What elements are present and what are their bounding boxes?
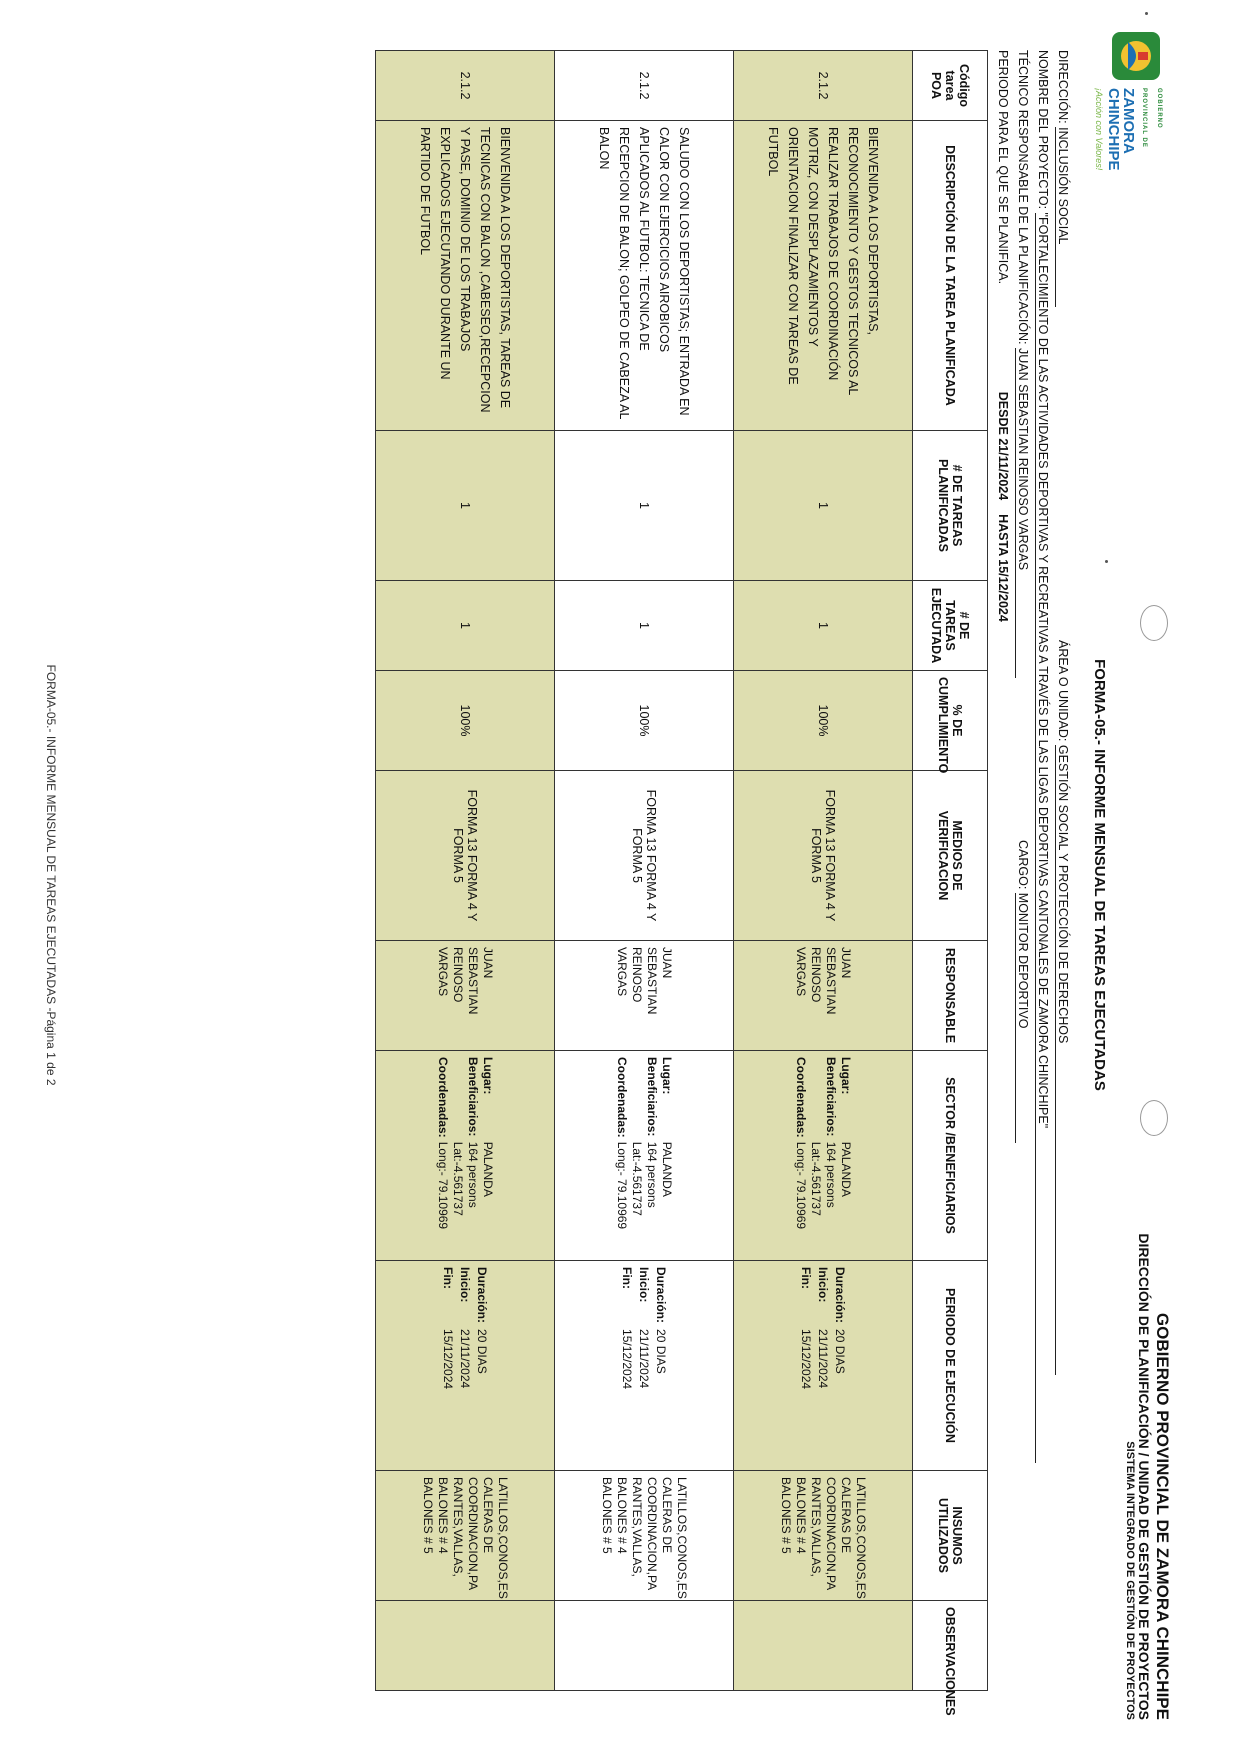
cell-insumos: LATILLOS,CONOS,ES CALERAS DE COORDINACION,PA RANTES,VALLAS, BALONES # 4 BALONES # 5 — [555, 1471, 734, 1601]
cell-cumplimiento: 100% — [734, 671, 913, 771]
header-periodo: PERIODO DE EJECUCIÓN — [913, 1261, 988, 1471]
duracion-value: 20 DIAS — [475, 1329, 490, 1374]
cargo-value: MONITOR DEPORTIVO — [1015, 893, 1030, 1143]
tecnico-label: TÉCNICO RESPONSABLE DE LA PLANIFICACIÓN: — [1016, 50, 1030, 345]
inicio-label: Inicio: — [816, 1267, 831, 1303]
fin-label: Fin: — [441, 1267, 456, 1289]
cell-observaciones — [555, 1601, 734, 1691]
inicio-label: Inicio: — [458, 1267, 473, 1303]
beneficiarios-label: Beneficiarios: — [824, 1057, 838, 1137]
header-medios: MEDIOS DE VERIFICACION — [913, 771, 988, 941]
meta-direccion — [1055, 50, 1070, 650]
inicio-value: 21/11/2024 — [637, 1329, 652, 1389]
page-footer: FORMA-05.- INFORME MENSUAL DE TAREAS EJECUTADAS -Página 1 de 2 — [44, 664, 58, 1086]
gov-subtitle: DIRECCIÓN DE PLANIFICACIÓN / UNIDAD DE GESTIÓN DE PROYECTOS — [1136, 1233, 1152, 1720]
cell-insumos: LATILLOS,CONOS,ES CALERAS DE COORDINACION,PA RANTES,VALLAS, BALONES # 4 BALONES # 5 — [376, 1471, 555, 1601]
header-sector: SECTOR /BENEFICIARIOS — [913, 1051, 988, 1261]
periodo-label: PERIODO PARA EL QUE SE PLANIFICA. — [996, 50, 1010, 285]
longitude-value: Long:- 79.10969 — [794, 1141, 808, 1230]
cargo-label: CARGO: — [1016, 840, 1030, 890]
header-codigo: Código tarea POA — [913, 51, 988, 121]
meta-tecnico — [1015, 50, 1030, 890]
logo-top-text: GOBIERNO PROVINCIAL DE — [1141, 88, 1162, 148]
proyecto-value: "FORTALECIMIENTO DE LAS ACTIVIDADES DEPORTIVAS Y RECREATIVAS A TRAVÉS DE LAS LIGAS DEPORTIVAS CANTONALES DE ZAMORA CHINCHIPE" — [1035, 213, 1050, 1463]
lugar-label: Lugar: — [839, 1057, 853, 1095]
cell-sector — [734, 1051, 913, 1261]
coordenadas-label: Coordenadas: — [794, 1057, 808, 1138]
table-row — [734, 51, 913, 1691]
cell-planificadas: 1 — [734, 431, 913, 581]
inicio-label: Inicio: — [637, 1267, 652, 1303]
duracion-label: Duración: — [475, 1267, 490, 1324]
proyecto-label: NOMBRE DEL PROYECTO: — [1036, 50, 1050, 210]
cell-periodo — [376, 1261, 555, 1471]
beneficiarios-value: 164 persons — [466, 1141, 480, 1208]
direccion-value: INCLUSIÓN SOCIAL — [1055, 127, 1070, 307]
duracion-label: Duración: — [833, 1267, 848, 1324]
tasks-table — [375, 50, 988, 1716]
coordenadas-label: Coordenadas: — [436, 1057, 450, 1138]
header-planificadas: # DE TAREAS PLANIFICADAS — [913, 431, 988, 581]
lugar-label: Lugar: — [660, 1057, 674, 1095]
cell-codigo: 2.1.2 — [376, 51, 555, 121]
header-descripcion: DESCRIPCIÓN DE LA TAREA PLANIFICADA — [913, 121, 988, 431]
header-cumplimiento: % DE CUMPLIMIENTO — [913, 671, 988, 771]
fin-value: 15/12/2024 — [620, 1329, 635, 1390]
fin-label: Fin: — [620, 1267, 635, 1289]
header-observaciones: OBSERVACIONES — [913, 1601, 988, 1691]
cell-observaciones — [734, 1601, 913, 1691]
table-row — [376, 51, 555, 1691]
rotated-form — [28, 20, 1178, 1730]
cell-descripcion: BIENVENIDA A LOS DEPORTISTAS, RECONOCIMIENTO Y GESTOS TECNICOS AL REALIZAR TRABAJOS DE COORDINACIÓN MOTRIZ, CON DESPLAZAMIENTOS Y ORIENTACION FINALIZAR CON TAREAS DE FUTBOL — [734, 121, 913, 431]
duracion-value: 20 DIAS — [833, 1329, 848, 1374]
periodo-hasta: HASTA 15/12/2024 — [996, 514, 1010, 622]
meta-area — [1055, 640, 1070, 1440]
cell-descripcion: SALUDO CON LOS DEPORTISTAS; ENTRADA EN CALOR CON EJERCICIOS AIROBICOS APLICADOS AL FUTBOL: TECNICA DE RECEPCION DE BALON; GOLPEO DE CABEZA AL BALON — [555, 121, 734, 431]
beneficiarios-label: Beneficiarios: — [645, 1057, 659, 1137]
header-insumos: INSUMOS UTILIZADOS — [913, 1471, 988, 1601]
area-label: ÁREA O UNIDAD: — [1056, 640, 1070, 742]
cell-insumos: LATILLOS,CONOS,ES CALERAS DE COORDINACION,PA RANTES,VALLAS, BALONES # 4 BALONES # 5 — [734, 1471, 913, 1601]
logo — [1094, 30, 1170, 171]
latitude-value: Lat:-4.561737 — [630, 1141, 644, 1216]
inicio-value: 21/11/2024 — [458, 1329, 473, 1389]
longitude-value: Long:- 79.10969 — [436, 1141, 450, 1230]
inicio-value: 21/11/2024 — [816, 1329, 831, 1389]
fin-value: 15/12/2024 — [799, 1329, 814, 1390]
logo-name-1: ZAMORA — [1120, 88, 1137, 154]
lugar-value: PALANDA — [481, 1141, 495, 1197]
cell-responsable: JUAN SEBASTIAN REINOSO VARGAS — [376, 941, 555, 1051]
cell-responsable: JUAN SEBASTIAN REINOSO VARGAS — [734, 941, 913, 1051]
longitude-value: Long:- 79.10969 — [615, 1141, 629, 1230]
lugar-value: PALANDA — [660, 1141, 674, 1197]
cell-sector — [555, 1051, 734, 1261]
duracion-value: 20 DIAS — [654, 1329, 669, 1374]
form-title: FORMA-05.- INFORME MENSUAL DE TAREAS EJECUTADAS — [1091, 659, 1108, 1091]
cell-codigo: 2.1.2 — [734, 51, 913, 121]
latitude-value: Lat:-4.561737 — [451, 1141, 465, 1216]
gov-title: GOBIERNO PROVINCIAL DE ZAMORA CHINCHIPE — [1153, 1312, 1172, 1720]
cell-ejecutada: 1 — [734, 581, 913, 671]
logo-tagline: ¡Acción con Valores! — [1094, 88, 1104, 171]
table-header-row — [913, 51, 988, 1691]
cell-codigo: 2.1.2 — [555, 51, 734, 121]
periodo-desde: DESDE 21/11/2024 — [996, 391, 1010, 501]
duracion-label: Duración: — [654, 1267, 669, 1324]
meta-cargo — [1015, 840, 1030, 1240]
cell-observaciones — [376, 1601, 555, 1691]
gov-system: SISTEMA INTEGRADO DE GESTIÓN DE PROYECTOS — [1124, 1441, 1136, 1720]
cell-periodo — [734, 1261, 913, 1471]
beneficiarios-value: 164 persons — [645, 1141, 659, 1208]
meta-periodo — [996, 50, 1010, 950]
cell-descripcion: BIENVENIDA A LOS DEPORTISTAS, TAREAS DE TECNICAS CON BALON ,CABESEO,RECEPCION Y PASE, DOMINIO DE LOS TRABAJOS EXPLICADOS EJECUTANDO DURANTE UN PARTIDO DE FUTBOL — [376, 121, 555, 431]
logo-name-2: CHINCHIPE — [1105, 88, 1122, 171]
cell-planificadas: 1 — [555, 431, 734, 581]
cell-periodo — [555, 1261, 734, 1471]
cell-medios: FORMA 13 FORMA 4 Y FORMA 5 — [555, 771, 734, 941]
header-ejecutada: # DE TAREAS EJECUTADA — [913, 581, 988, 671]
beneficiarios-value: 164 persons — [824, 1141, 838, 1208]
cell-planificadas: 1 — [376, 431, 555, 581]
cell-sector — [376, 1051, 555, 1261]
cell-ejecutada: 1 — [555, 581, 734, 671]
area-value: GESTIÓN SOCIAL Y PROTECCIÓN DE DERECHOS — [1055, 745, 1070, 1375]
latitude-value: Lat:-4.561737 — [809, 1141, 823, 1216]
tecnico-value: JUAN SEBASTIAN REINOSO VARGAS — [1015, 348, 1030, 678]
direccion-label: DIRECCIÓN: — [1056, 50, 1070, 124]
cell-ejecutada: 1 — [376, 581, 555, 671]
cell-medios: FORMA 13 FORMA 4 Y FORMA 5 — [376, 771, 555, 941]
lugar-value: PALANDA — [839, 1141, 853, 1197]
fin-label: Fin: — [799, 1267, 814, 1289]
cell-responsable: JUAN SEBASTIAN REINOSO VARGAS — [555, 941, 734, 1051]
scan-speck — [1145, 12, 1148, 15]
beneficiarios-label: Beneficiarios: — [466, 1057, 480, 1137]
coordenadas-label: Coordenadas: — [615, 1057, 629, 1138]
header-responsable: RESPONSABLE — [913, 941, 988, 1051]
cell-cumplimiento: 100% — [555, 671, 734, 771]
meta-proyecto — [1035, 50, 1050, 1650]
logo-emblem-icon — [1110, 30, 1162, 82]
cell-cumplimiento: 100% — [376, 671, 555, 771]
table-row — [555, 51, 734, 1691]
fin-value: 15/12/2024 — [441, 1329, 456, 1390]
lugar-label: Lugar: — [481, 1057, 495, 1095]
cell-medios: FORMA 13 FORMA 4 Y FORMA 5 — [734, 771, 913, 941]
government-header — [1124, 1233, 1172, 1720]
